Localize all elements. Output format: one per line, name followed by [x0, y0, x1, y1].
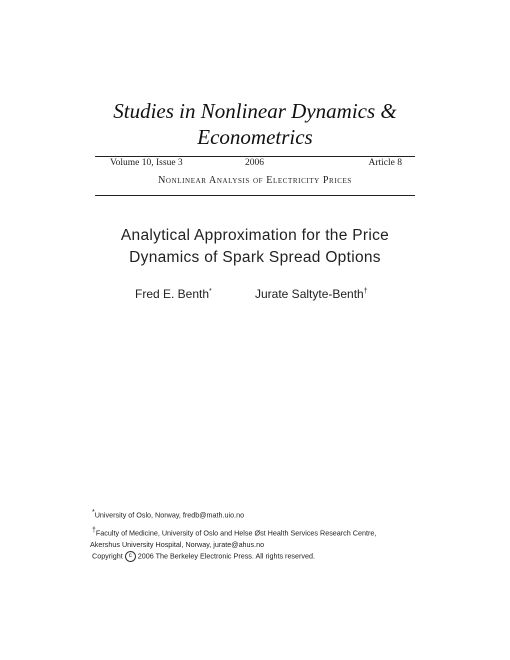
copyright-icon: c	[125, 551, 136, 562]
footnote-1-mark: *	[92, 509, 95, 516]
author-2	[255, 287, 368, 301]
author-1-name: Fred E. Benth	[135, 287, 210, 301]
journal-title-line2: Econometrics	[197, 125, 313, 149]
footnote-1	[92, 507, 432, 520]
footnote-1-text: University of Oslo, Norway, fredb@math.uio.no	[94, 510, 245, 520]
author-2-mark: †	[363, 288, 368, 295]
issue-article: Article 8	[368, 158, 402, 168]
copyright	[92, 551, 315, 562]
journal-title-line1: Studies in Nonlinear Dynamics &	[113, 99, 397, 123]
footnote-2-text-line2: Akershus University Hospital, Norway, jurate@ahus.no	[90, 539, 265, 549]
footnote-2	[92, 525, 432, 549]
footnotes	[92, 507, 432, 550]
header-rule-top	[95, 156, 415, 157]
author-1	[135, 287, 212, 301]
issue-year: 2006	[245, 158, 264, 168]
footnote-2-mark: †	[92, 527, 96, 535]
issue-volume: Volume 10, Issue 3	[110, 158, 183, 168]
section-title: Nonlinear Analysis of Electricity Prices	[158, 175, 352, 186]
paper-title-line1: Analytical Approximation for the Price	[120, 227, 390, 244]
header-rule-bottom	[95, 195, 415, 196]
copyright-label: Copyright	[92, 551, 123, 561]
journal-title	[40, 98, 470, 150]
copyright-text: 2006 The Berkeley Electronic Press. All rights reserved.	[137, 551, 316, 561]
paper-title	[60, 225, 450, 269]
footnote-2-text-line1: Faculty of Medicine, University of Oslo and Helse Øst Health Services Research Centre,	[95, 528, 377, 538]
author-2-name: Jurate Saltyte-Benth	[255, 287, 364, 301]
paper-title-line2: Dynamics of Spark Spread Options	[129, 249, 381, 266]
author-1-mark: *	[209, 288, 212, 295]
